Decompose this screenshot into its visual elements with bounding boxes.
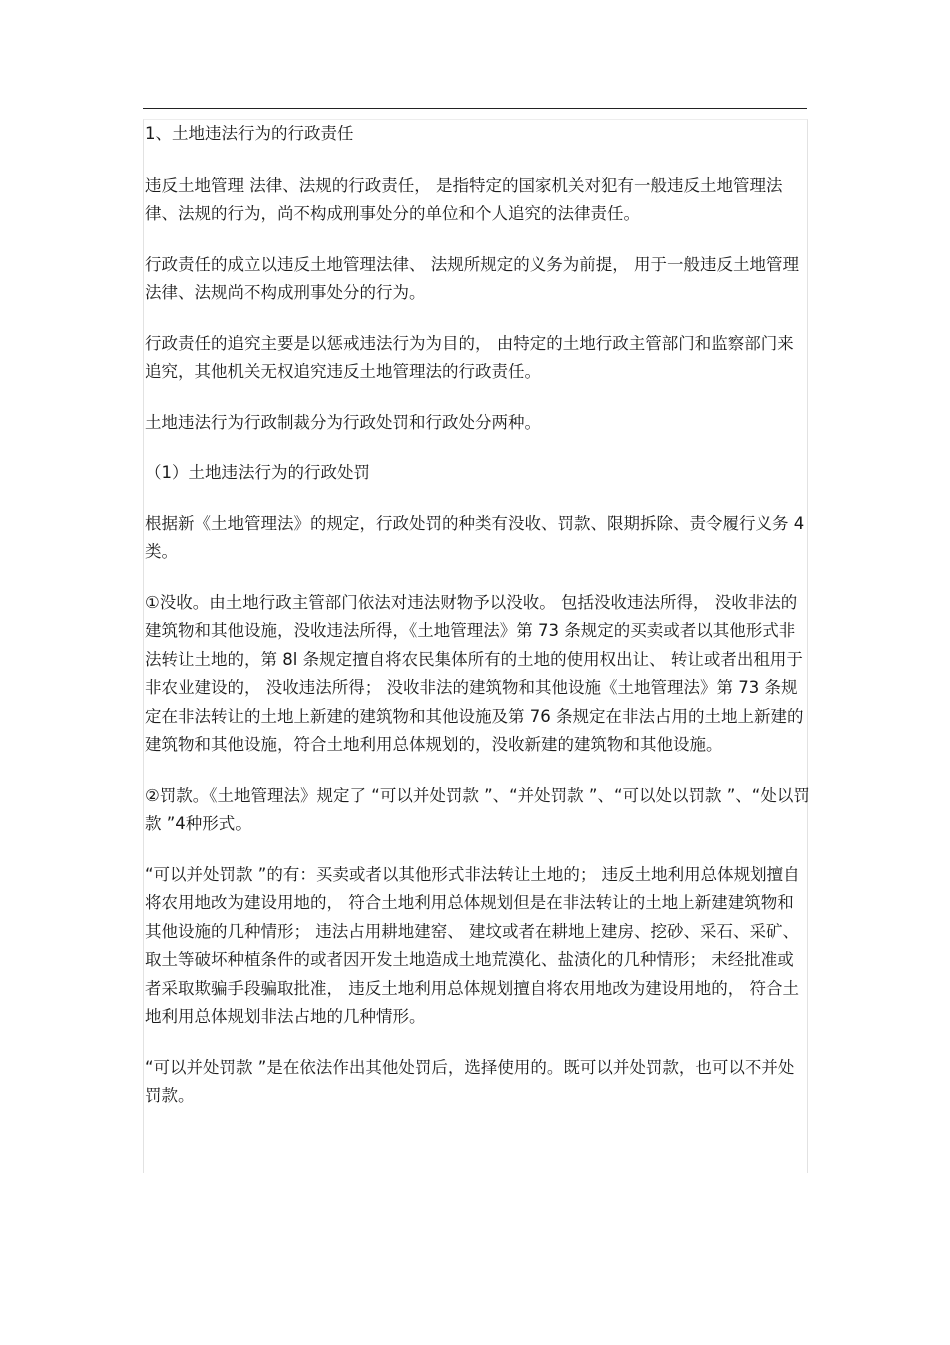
section-heading: 1、土地违法行为的行政责任 bbox=[145, 124, 354, 143]
paragraph-pursuit: 行政责任的追究主要是以惩戒违法行为为目的， 由特定的土地行政主管部门和监察部门来追究，其他机关无权追究违反土地管理法的行政责任。 bbox=[145, 333, 794, 381]
paragraph-definition: 违反土地管理 法律、法规的行政责任， 是指特定的国家机关对犯有一般违反土地管理法律、法规的行为，尚不构成刑事处分的单位和个人追究的法律责任。 bbox=[145, 175, 783, 223]
paragraph-sanction-types: 土地违法行为行政制裁分为行政处罚和行政处分两种。 bbox=[145, 412, 541, 432]
paragraph-fines: ②罚款。《土地管理法》规定了 “可以并处罚款 ”、“并处罚款 ”、“可以处以罚款 ”、“处以罚款 ”4种形式。 bbox=[145, 785, 810, 833]
subsection-heading: （1）土地违法行为的行政处罚 bbox=[145, 463, 370, 482]
paragraph-optional-fines-usage: “可以并处罚款 ”是在依法作出其他处罚后，选择使用的。既可以并处罚款，也可以不并处罚款。 bbox=[145, 1057, 795, 1105]
paragraph-confiscation: ①没收。由土地行政主管部门依法对违法财物予以没收。 包括没收违法所得， 没收非法的建筑物和其他设施，没收违法所得，《土地管理法》第 73 条规定的买卖或者以其他形式非法转让土地的，第 8l 条规定擅自将农民集体所有的土地的使用权出让、 转让或者出租用于非农业建设的， 没收违法所得； 没收非法的建筑物和其他设施《土地管理法》第 73 条规定在非法转让的土地上新建的建筑物和其他设施及第 76 条规定在非法占用的土地上新建的建筑物和其他设施，符合土地利用总体规划的，没收新建的建筑物和其他设施。 bbox=[145, 592, 804, 754]
paragraph-penalty-kinds: 根据新《土地管理法》的规定，行政处罚的种类有没收、罚款、限期拆除、责令履行义务 4 类。 bbox=[145, 513, 805, 561]
header-rule bbox=[143, 108, 807, 109]
document-body bbox=[145, 120, 810, 1133]
paragraph-establishment: 行政责任的成立以违反土地管理法律、 法规所规定的义务为前提， 用于一般违反土地管理法律、法规尚不构成刑事处分的行为。 bbox=[145, 254, 799, 302]
paragraph-optional-fines: “可以并处罚款 ”的有：买卖或者以其他形式非法转让土地的； 违反土地利用总体规划擅自将农用地改为建设用地的， 符合土地利用总体规划但是在非法转让的土地上新建建筑物和其他设施的几种情形； 违法占用耕地建窑、 建坟或者在耕地上建房、挖砂、采石、采矿、取土等破坏种植条件的或者因开发土地造成土地荒漠化、盐渍化的几种情形； 未经批准或者采取欺骗手段骗取批准， 违反土地利用总体规划擅自将农用地改为建设用地的， 符合土地利用总体规划非法占地的几种情形。 bbox=[145, 864, 800, 1026]
